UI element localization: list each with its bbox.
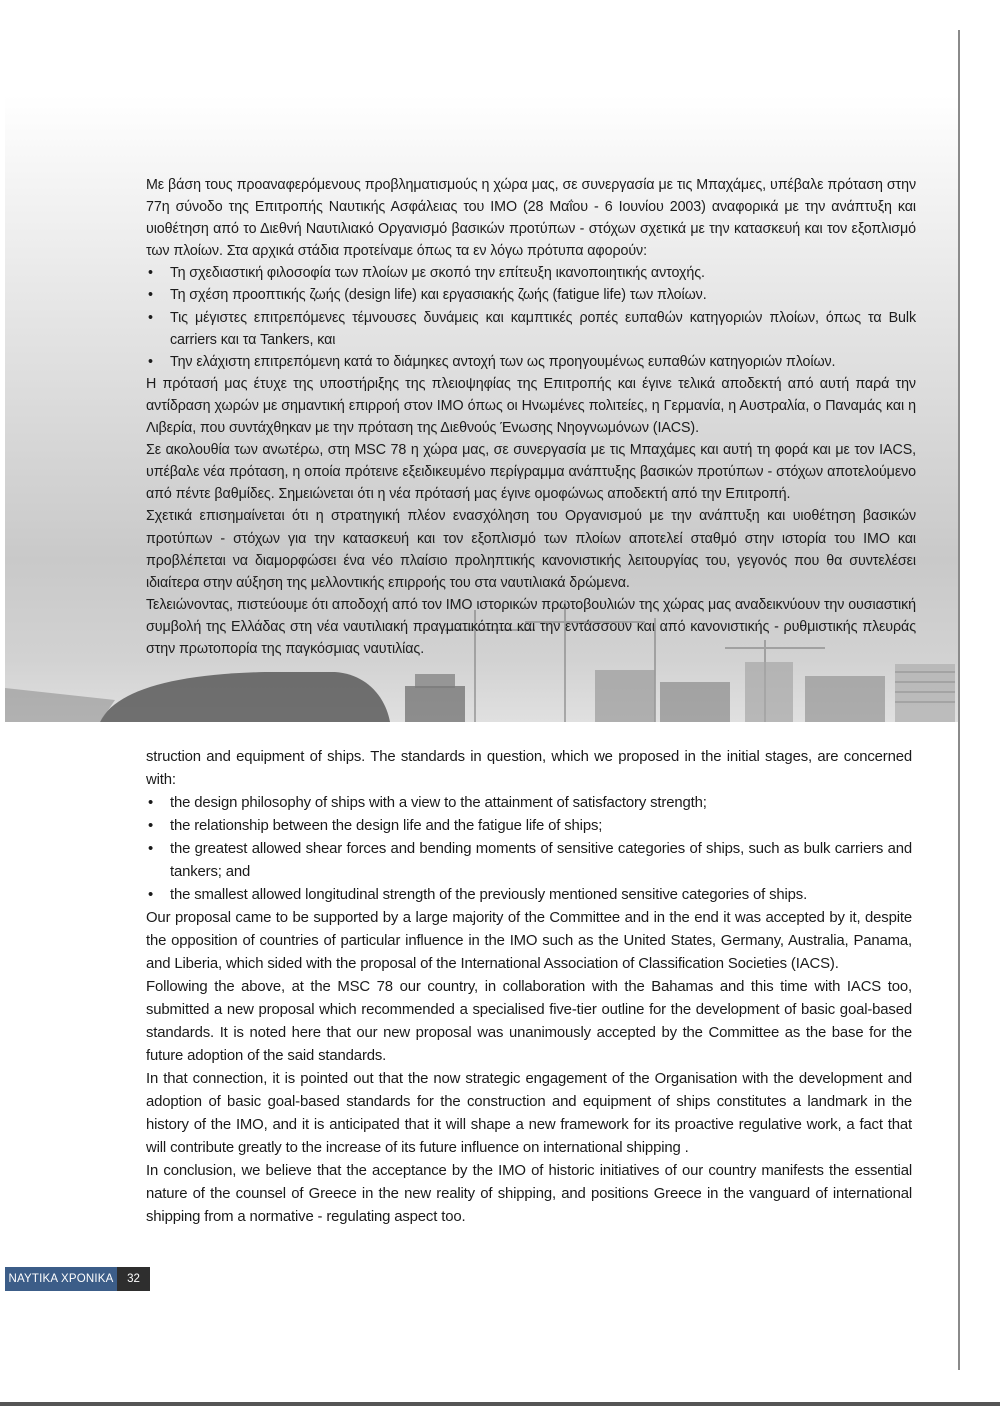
- english-paragraph: In conclusion, we believe that the acceptance by the IMO of historic initiatives of our country manifests the essential nature of the counsel of Greece in the new reality of shipping, and positions Greece in the vanguard of international shipping from a normative - regulating aspect too.: [146, 1163, 912, 1225]
- english-paragraph: Our proposal came to be supported by a large majority of the Committee and in the end it was accepted by it, despite the opposition of countries of particular influence in the IMO such as the United States, Germany, Australia, Panama, and Liberia, which sided with the proposal of the International Association of Classification Societies (IACS).: [146, 910, 912, 972]
- magazine-name: ΝΑΥΤΙΚΑ ΧΡΟΝΙΚΑ: [5, 1267, 117, 1291]
- greek-paragraph: Η πρότασή μας έτυχε της υποστήριξης της πλειοψηφίας της Επιτροπής και έγινε τελικά αποδεκτή από αυτή παρά την αντίδραση χωρών με σημαντική επιρροή στον IMO όπως οι Ηνωμένες πολιτείες, η Γερμανία, η Αυστραλία, ο Παναμάς και η Λιβερία, που συντάχθηκαν με την πρόταση της Διεθνούς Ένωσης Νηογνωμόνων (IACS).: [146, 375, 916, 437]
- english-bullet-item: • the greatest allowed shear forces and bending moments of sensitive categories of ships, such as bulk carriers and tankers; and: [146, 838, 912, 884]
- greek-paragraph: Σχετικά επισημαίνεται ότι η στρατηγική πλέον ενασχόληση του Οργανισμού με την ανάπτυξη και υιοθέτηση βασικών προτύπων - στόχων για την κατασκευή και τον εξοπλισμό των πλοίων αποτελεί σταθμό στην ιστορία του IMO και προβλέπεται να διαμορφώσει ένα νέο πλαίσιο προληπτικής κανονιστικής λειτουργίας του, γεγονός που θα συντελέσει ιδιαίτερα στην αύξηση της μελλοντικής επιρροής του στα ναυτιλιακά δρώμενα.: [146, 508, 916, 591]
- english-paragraph: In that connection, it is pointed out that the now strategic engagement of the Organisation with the development and adoption of basic goal-based standards for the construction and equipment of ships constitutes a landmark in the history of the IMO, and it is anticipated that it will shape a new framework for its proactive regulative work, a fact that will contribute greatly to the increase of its future influence on international shipping .: [146, 1071, 912, 1156]
- page-edge-right: [958, 30, 960, 1370]
- page-number: 32: [117, 1267, 150, 1291]
- english-paragraph: struction and equipment of ships. The standards in question, which we proposed in the initial stages, are concerned with:: [146, 749, 912, 788]
- greek-bullet-item: • Τις μέγιστες επιτρεπόμενες τέμνουσες δυνάμεις και καμπτικές ροπές ευπαθών κατηγοριών πλοίων, όπως τα Bulk carriers και τα Tankers, και: [146, 307, 916, 351]
- page-footer: [5, 1267, 150, 1291]
- greek-bullet-item: • Τη σχέση προοπτικής ζωής (design life) και εργασιακής ζωής (fatigue life) των πλοίων.: [146, 284, 916, 306]
- english-bullet-item: • the smallest allowed longitudinal strength of the previously mentioned sensitive categories of ships.: [146, 884, 912, 907]
- greek-article-text: [146, 174, 916, 660]
- english-paragraph: Following the above, at the MSC 78 our country, in collaboration with the Bahamas and this time with IACS too, submitted a new proposal which recommended a specialised five-tier outline for the development of basic goal-based standards. It is noted here that our new proposal was unanimously accepted by the Committee as the base for the future adoption of the said standards.: [146, 979, 912, 1064]
- page-edge-bottom: [0, 1402, 1000, 1406]
- greek-paragraph: Τελειώνοντας, πιστεύουμε ότι αποδοχή από τον IMO ιστορικών πρωτοβουλιών της χώρας μας αναδεικνύουν την ουσιαστική συμβολή της Ελλάδας στη νέα ναυτιλιακή πραγματικότητα και την εντάσσουν και από κανονιστικής - ρυθμιστικής πλευράς στην πρωτοπορία της παγκόσμιας ναυτιλίας.: [146, 596, 916, 657]
- english-article-text: [146, 746, 912, 1229]
- greek-paragraph: Με βάση τους προαναφερόμενους προβληματισμούς η χώρα μας, σε συνεργασία με τις Μπαχάμες, υπέβαλε πρόταση στην 77η σύνοδο της Επιτροπής Ναυτικής Ασφάλειας του IMO (28 Μαΐου - 6 Ιουνίου 2003) αναφορικά με την ανάπτυξη και υιοθέτηση από το Διεθνή Ναυτιλιακό Οργανισμό βασικών προτύπων - στόχων σχετικά με την κατασκευή και τον εξοπλισμό των πλοίων. Στα αρχικά στάδια προτείναμε όπως τα εν λόγω πρότυπα αφορούν:: [146, 177, 916, 260]
- english-bullet-item: • the relationship between the design life and the fatigue life of ships;: [146, 815, 912, 838]
- greek-paragraph: Σε ακολουθία των ανωτέρω, στη MSC 78 η χώρα μας, σε συνεργασία με τις Μπαχάμες και αυτή τη φορά και με τον IACS, υπέβαλε νέα πρόταση, η οποία πρότεινε εξειδικευμένο περίγραμμα ανάπτυξης βασικών προτύπων - στόχων αποτελούμενο από πέντε βαθμίδες. Σημειώνεται ότι η νέα πρότασή μας έγινε ομοφώνως αποδεκτή από την Επιτροπή.: [146, 442, 916, 503]
- greek-bullet-item: • Τη σχεδιαστική φιλοσοφία των πλοίων με σκοπό την επίτευξη ικανοποιητικής αντοχής.: [146, 262, 916, 284]
- english-bullet-item: • the design philosophy of ships with a view to the attainment of satisfactory strength;: [146, 792, 912, 815]
- greek-bullet-item: • Την ελάχιστη επιτρεπόμενη κατά το διάμηκες αντοχή των ως προηγουμένως ευπαθών κατηγοριών πλοίων.: [146, 351, 916, 373]
